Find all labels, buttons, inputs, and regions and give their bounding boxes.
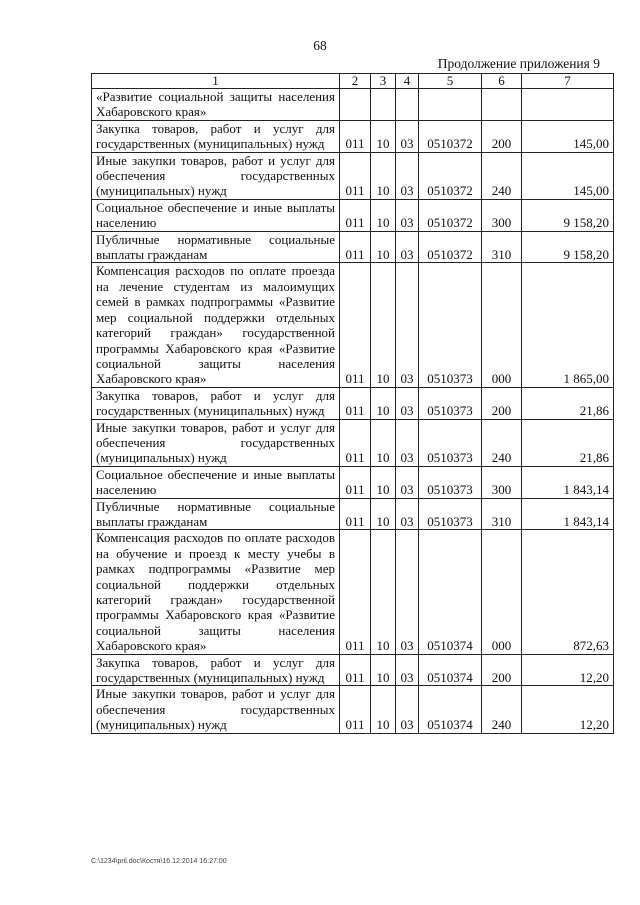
row-section-cell: 10 bbox=[371, 419, 396, 466]
table-row bbox=[92, 120, 614, 152]
row-subsection-cell: 03 bbox=[396, 199, 419, 231]
row-name-cell: Закупка товаров, работ и услуг для государственных (муниципальных) нужд bbox=[92, 120, 340, 152]
row-amount-cell: 9 158,20 bbox=[522, 231, 614, 263]
row-target-article-cell: 0510373 bbox=[419, 387, 482, 419]
row-admin-code-cell: 011 bbox=[340, 263, 371, 387]
row-name-cell: «Развитие социальной защиты населения Хабаровского края» bbox=[92, 89, 340, 121]
row-section-cell: 10 bbox=[371, 387, 396, 419]
row-subsection-cell: 03 bbox=[396, 263, 419, 387]
row-subsection-cell bbox=[396, 89, 419, 121]
row-expense-type-cell: 200 bbox=[482, 120, 522, 152]
row-name-cell: Иные закупки товаров, работ и услуг для обеспечения государственных (муниципальных) нужд bbox=[92, 686, 340, 733]
row-expense-type-cell: 200 bbox=[482, 387, 522, 419]
continuation-label: Продолжение приложения 9 bbox=[437, 56, 600, 71]
row-amount-cell bbox=[522, 89, 614, 121]
row-admin-code-cell: 011 bbox=[340, 120, 371, 152]
row-admin-code-cell: 011 bbox=[340, 387, 371, 419]
col-header-2: 2 bbox=[340, 74, 371, 89]
row-section-cell: 10 bbox=[371, 152, 396, 199]
row-subsection-cell: 03 bbox=[396, 686, 419, 733]
row-section-cell: 10 bbox=[371, 686, 396, 733]
row-subsection-cell: 03 bbox=[396, 466, 419, 498]
table-row bbox=[92, 89, 614, 121]
row-target-article-cell bbox=[419, 89, 482, 121]
table-row bbox=[92, 152, 614, 199]
row-name-cell: Социальное обеспечение и иные выплаты населению bbox=[92, 199, 340, 231]
row-expense-type-cell bbox=[482, 89, 522, 121]
row-section-cell: 10 bbox=[371, 263, 396, 387]
row-name-cell: Компенсация расходов по оплате расходов на обучение и проезд к месту учебы в рамках подпрограммы «Развитие мер социальной поддержки отдельных категорий граждан» государственной программы Хабаровского края «Развитие социальной защиты населения Хабаровского края» bbox=[92, 530, 340, 654]
col-header-3: 3 bbox=[371, 74, 396, 89]
row-section-cell: 10 bbox=[371, 466, 396, 498]
row-admin-code-cell: 011 bbox=[340, 199, 371, 231]
row-target-article-cell: 0510373 bbox=[419, 419, 482, 466]
row-name-cell: Закупка товаров, работ и услуг для государственных (муниципальных) нужд bbox=[92, 654, 340, 686]
row-target-article-cell: 0510374 bbox=[419, 686, 482, 733]
row-admin-code-cell: 011 bbox=[340, 498, 371, 530]
row-subsection-cell: 03 bbox=[396, 120, 419, 152]
row-section-cell: 10 bbox=[371, 654, 396, 686]
table-row bbox=[92, 498, 614, 530]
file-path-footer: C:\1234\pril.doc\Костя\16.12.2014 16:27:00 bbox=[91, 858, 227, 865]
table-row bbox=[92, 387, 614, 419]
row-target-article-cell: 0510374 bbox=[419, 530, 482, 654]
table-body bbox=[92, 89, 614, 734]
row-target-article-cell: 0510374 bbox=[419, 654, 482, 686]
row-target-article-cell: 0510372 bbox=[419, 231, 482, 263]
row-amount-cell: 145,00 bbox=[522, 152, 614, 199]
table-row bbox=[92, 199, 614, 231]
page-number: 68 bbox=[313, 38, 327, 53]
row-subsection-cell: 03 bbox=[396, 419, 419, 466]
row-target-article-cell: 0510373 bbox=[419, 466, 482, 498]
row-expense-type-cell: 000 bbox=[482, 263, 522, 387]
col-header-7: 7 bbox=[522, 74, 614, 89]
row-expense-type-cell: 000 bbox=[482, 530, 522, 654]
row-name-cell: Публичные нормативные социальные выплаты гражданам bbox=[92, 498, 340, 530]
row-amount-cell: 872,63 bbox=[522, 530, 614, 654]
row-amount-cell: 12,20 bbox=[522, 654, 614, 686]
table-header-row bbox=[92, 74, 614, 89]
row-subsection-cell: 03 bbox=[396, 152, 419, 199]
row-subsection-cell: 03 bbox=[396, 654, 419, 686]
col-header-5: 5 bbox=[419, 74, 482, 89]
table-row bbox=[92, 419, 614, 466]
row-expense-type-cell: 300 bbox=[482, 466, 522, 498]
row-admin-code-cell: 011 bbox=[340, 466, 371, 498]
row-admin-code-cell: 011 bbox=[340, 686, 371, 733]
row-target-article-cell: 0510372 bbox=[419, 199, 482, 231]
table-row bbox=[92, 466, 614, 498]
row-section-cell: 10 bbox=[371, 199, 396, 231]
row-admin-code-cell: 011 bbox=[340, 654, 371, 686]
row-admin-code-cell: 011 bbox=[340, 530, 371, 654]
row-section-cell bbox=[371, 89, 396, 121]
row-name-cell: Компенсация расходов по оплате проезда на лечение студентам из малоимущих семей в рамках подпрограммы «Развитие мер социальной поддержки отдельных категорий граждан» государственной программы Хабаровского края «Развитие социальной защиты населения Хабаровского края» bbox=[92, 263, 340, 387]
row-admin-code-cell bbox=[340, 89, 371, 121]
table-row bbox=[92, 654, 614, 686]
row-subsection-cell: 03 bbox=[396, 498, 419, 530]
row-subsection-cell: 03 bbox=[396, 231, 419, 263]
col-header-6: 6 bbox=[482, 74, 522, 89]
row-amount-cell: 9 158,20 bbox=[522, 199, 614, 231]
row-admin-code-cell: 011 bbox=[340, 419, 371, 466]
row-expense-type-cell: 310 bbox=[482, 498, 522, 530]
row-expense-type-cell: 300 bbox=[482, 199, 522, 231]
row-name-cell: Социальное обеспечение и иные выплаты населению bbox=[92, 466, 340, 498]
row-amount-cell: 1 865,00 bbox=[522, 263, 614, 387]
row-name-cell: Публичные нормативные социальные выплаты гражданам bbox=[92, 231, 340, 263]
row-subsection-cell: 03 bbox=[396, 530, 419, 654]
row-amount-cell: 1 843,14 bbox=[522, 466, 614, 498]
row-section-cell: 10 bbox=[371, 498, 396, 530]
row-amount-cell: 21,86 bbox=[522, 387, 614, 419]
row-amount-cell: 21,86 bbox=[522, 419, 614, 466]
budget-table bbox=[91, 73, 614, 734]
row-expense-type-cell: 200 bbox=[482, 654, 522, 686]
row-section-cell: 10 bbox=[371, 120, 396, 152]
row-target-article-cell: 0510372 bbox=[419, 152, 482, 199]
row-name-cell: Закупка товаров, работ и услуг для государственных (муниципальных) нужд bbox=[92, 387, 340, 419]
row-target-article-cell: 0510372 bbox=[419, 120, 482, 152]
row-expense-type-cell: 240 bbox=[482, 419, 522, 466]
table-row bbox=[92, 231, 614, 263]
row-amount-cell: 145,00 bbox=[522, 120, 614, 152]
row-expense-type-cell: 310 bbox=[482, 231, 522, 263]
table-row bbox=[92, 686, 614, 733]
row-amount-cell: 12,20 bbox=[522, 686, 614, 733]
row-admin-code-cell: 011 bbox=[340, 152, 371, 199]
row-section-cell: 10 bbox=[371, 231, 396, 263]
row-name-cell: Иные закупки товаров, работ и услуг для обеспечения государственных (муниципальных) нужд bbox=[92, 152, 340, 199]
row-admin-code-cell: 011 bbox=[340, 231, 371, 263]
row-subsection-cell: 03 bbox=[396, 387, 419, 419]
table-row bbox=[92, 530, 614, 654]
row-expense-type-cell: 240 bbox=[482, 152, 522, 199]
row-target-article-cell: 0510373 bbox=[419, 498, 482, 530]
col-header-1: 1 bbox=[92, 74, 340, 89]
row-amount-cell: 1 843,14 bbox=[522, 498, 614, 530]
table-row bbox=[92, 263, 614, 387]
col-header-4: 4 bbox=[396, 74, 419, 89]
row-section-cell: 10 bbox=[371, 530, 396, 654]
row-name-cell: Иные закупки товаров, работ и услуг для обеспечения государственных (муниципальных) нужд bbox=[92, 419, 340, 466]
row-expense-type-cell: 240 bbox=[482, 686, 522, 733]
row-target-article-cell: 0510373 bbox=[419, 263, 482, 387]
